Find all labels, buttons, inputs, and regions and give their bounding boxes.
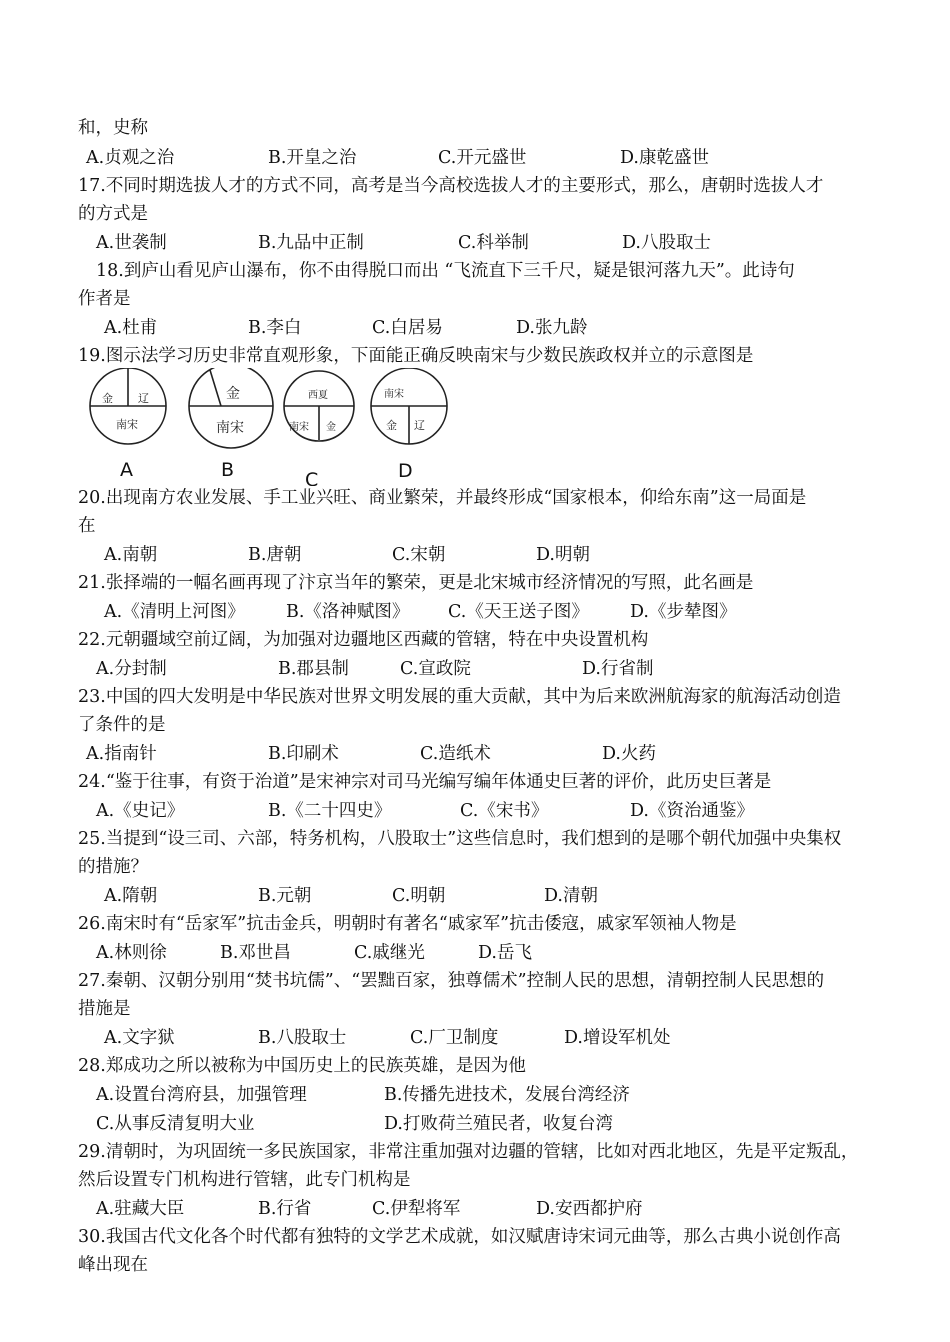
diagram-a-letter: A	[120, 459, 133, 481]
option-d: D.清朝	[544, 886, 598, 906]
option-a: A.指南针	[86, 744, 157, 764]
option-a: A.《清明上河图》	[104, 602, 245, 622]
option-b: B.行省	[258, 1199, 312, 1219]
option-b: B.郡县制	[278, 659, 349, 679]
option-c: C.《宋书》	[460, 801, 549, 821]
diagram-b-circle	[189, 368, 273, 448]
question-20-stem: 20.出现南方农业发展、手工业兴旺、商业繁荣，并最终形成“国家根本，仰给东南”这一局面是	[78, 488, 807, 508]
question-19-stem: 19.图示法学习历史非常直观形象，下面能正确反映南宋与少数民族政权并立的示意图是	[78, 346, 754, 366]
option-b: B.传播先进技术，发展台湾经济	[384, 1085, 630, 1105]
option-d: D.增设军机处	[564, 1028, 671, 1048]
diagram-c-label-jin: 金	[326, 422, 336, 433]
option-a: A.隋朝	[104, 886, 158, 906]
question-23-stem-cont: 了条件的是	[78, 715, 166, 735]
option-b: B.李白	[248, 318, 302, 338]
question-24-stem: 24.“鉴于往事，有资于治道”是宋神宗对司马光编写编年体通史巨著的评价，此历史巨著是	[78, 772, 772, 792]
option-d: D.安西都护府	[536, 1199, 643, 1219]
option-c: C.宣政院	[400, 659, 471, 679]
question-18-stem: 18.到庐山看见庐山瀑布，你不由得脱口而出 “飞流直下三千尺，疑是银河落九天”。此诗句	[96, 261, 795, 281]
question-27-stem: 27.秦朝、汉朝分别用“焚书坑儒”、“罢黜百家，独尊儒术”控制人民的思想，清朝控制人民思想的	[78, 971, 825, 991]
question-19-diagrams	[80, 368, 480, 486]
option-a: A.《史记》	[96, 801, 185, 821]
diagram-d-label-liao: 辽	[414, 419, 425, 432]
diagram-d-label-nansong: 南宋	[384, 389, 404, 400]
option-d: D.明朝	[536, 545, 590, 565]
question-30-stem: 30.我国古代文化各个时代都有独特的文学艺术成就，如汉赋唐诗宋词元曲等，那么古典小说创作高	[78, 1227, 841, 1247]
diagram-c-label-nansong: 南宋	[289, 422, 309, 433]
option-b: B.唐朝	[248, 545, 302, 565]
diagram-d-label-jin: 金	[386, 419, 397, 432]
option-b: B.元朝	[258, 886, 312, 906]
option-c: C.明朝	[392, 886, 446, 906]
option-b: B.开皇之治	[268, 148, 357, 168]
option-d: D.《资治通鉴》	[630, 801, 754, 821]
question-28-stem: 28.郑成功之所以被称为中国历史上的民族英雄，是因为他	[78, 1056, 526, 1076]
option-d: D.八股取士	[622, 233, 711, 253]
question-29-stem: 29.清朝时，为巩固统一多民族国家，非常注重加强对边疆的管辖，比如对西北地区，先是平定叛乱，	[78, 1142, 859, 1162]
option-b: B.《二十四史》	[268, 801, 392, 821]
option-a: A.林则徐	[96, 943, 167, 963]
question-29-stem-cont: 然后设置专门机构进行管辖，此专门机构是	[78, 1170, 411, 1190]
option-d: D.火药	[602, 744, 656, 764]
question-30-stem-cont: 峰出现在	[78, 1255, 148, 1275]
option-a: A.世袭制	[96, 233, 167, 253]
question-25-stem-cont: 的措施？	[78, 857, 148, 877]
option-a: A.文字狱	[104, 1028, 175, 1048]
diagram-a-label-jin: 金	[102, 392, 113, 405]
question-23-stem: 23.中国的四大发明是中华民族对世界文明发展的重大贡献，其中为后来欧洲航海家的航海活动创造	[78, 687, 841, 707]
question-21-stem: 21.张择端的一幅名画再现了汴京当年的繁荣，更是北宋城市经济情况的写照，此名画是	[78, 573, 754, 593]
option-a: A.贞观之治	[86, 148, 175, 168]
option-a: A.设置台湾府县，加强管理	[96, 1085, 307, 1105]
option-c: C.造纸术	[420, 744, 491, 764]
option-c: C.开元盛世	[438, 148, 527, 168]
option-c: C.《天王送子图》	[448, 602, 589, 622]
option-a: A.杜甫	[104, 318, 158, 338]
diagram-b-letter: B	[221, 459, 235, 481]
diagram-a-label-nansong: 南宋	[116, 418, 138, 431]
option-c: C.从事反清复明大业	[96, 1114, 255, 1134]
option-b: B.八股取士	[258, 1028, 347, 1048]
question-17-stem: 17.不同时期选拔人才的方式不同，高考是当今高校选拔人才的主要形式，那么，唐朝时选拔人才	[78, 176, 824, 196]
option-a: A.南朝	[104, 545, 158, 565]
diagram-a-label-liao: 辽	[138, 392, 149, 405]
question-16-tail: 和，史称	[78, 118, 148, 138]
option-d: D.打败荷兰殖民者，收复台湾	[384, 1114, 613, 1134]
diagram-c-letter: C	[305, 469, 319, 486]
option-a: A.驻藏大臣	[96, 1199, 185, 1219]
option-c: C.白居易	[372, 318, 443, 338]
question-20-stem-cont: 在	[78, 516, 96, 536]
question-17-stem-cont: 的方式是	[78, 204, 148, 224]
option-c: C.厂卫制度	[410, 1028, 499, 1048]
question-25-stem: 25.当提到“设三司、六部，特务机构，八股取士”这些信息时，我们想到的是哪个朝代加强中央集权	[78, 829, 842, 849]
question-26-stem: 26.南宋时有“岳家军”抗击金兵，明朝时有著名“戚家军”抗击倭寇，戚家军领袖人物是	[78, 914, 737, 934]
option-b: B.九品中正制	[258, 233, 364, 253]
option-c: C.伊犁将军	[372, 1199, 461, 1219]
option-b: B.印刷术	[268, 744, 339, 764]
option-c: C.戚继光	[354, 943, 425, 963]
question-22-stem: 22.元朝疆域空前辽阔，为加强对边疆地区西藏的管辖，特在中央设置机构	[78, 630, 649, 650]
diagram-b-label-jin: 金	[226, 386, 240, 402]
question-27-stem-cont: 措施是	[78, 999, 131, 1019]
option-d: D.行省制	[582, 659, 654, 679]
option-d: D.岳飞	[478, 943, 532, 963]
option-b: B.邓世昌	[220, 943, 291, 963]
option-a: A.分封制	[96, 659, 167, 679]
option-b: B.《洛神赋图》	[286, 602, 410, 622]
option-d: D.《步辇图》	[630, 602, 737, 622]
option-c: C.科举制	[458, 233, 529, 253]
diagram-c-label-xixia: 西夏	[308, 390, 328, 401]
question-18-stem-cont: 作者是	[78, 289, 131, 309]
diagram-d-letter: D	[398, 460, 413, 482]
option-d: D.张九龄	[516, 318, 588, 338]
option-c: C.宋朝	[392, 545, 446, 565]
diagram-b-label-nansong: 南宋	[216, 420, 244, 436]
option-d: D.康乾盛世	[620, 148, 709, 168]
